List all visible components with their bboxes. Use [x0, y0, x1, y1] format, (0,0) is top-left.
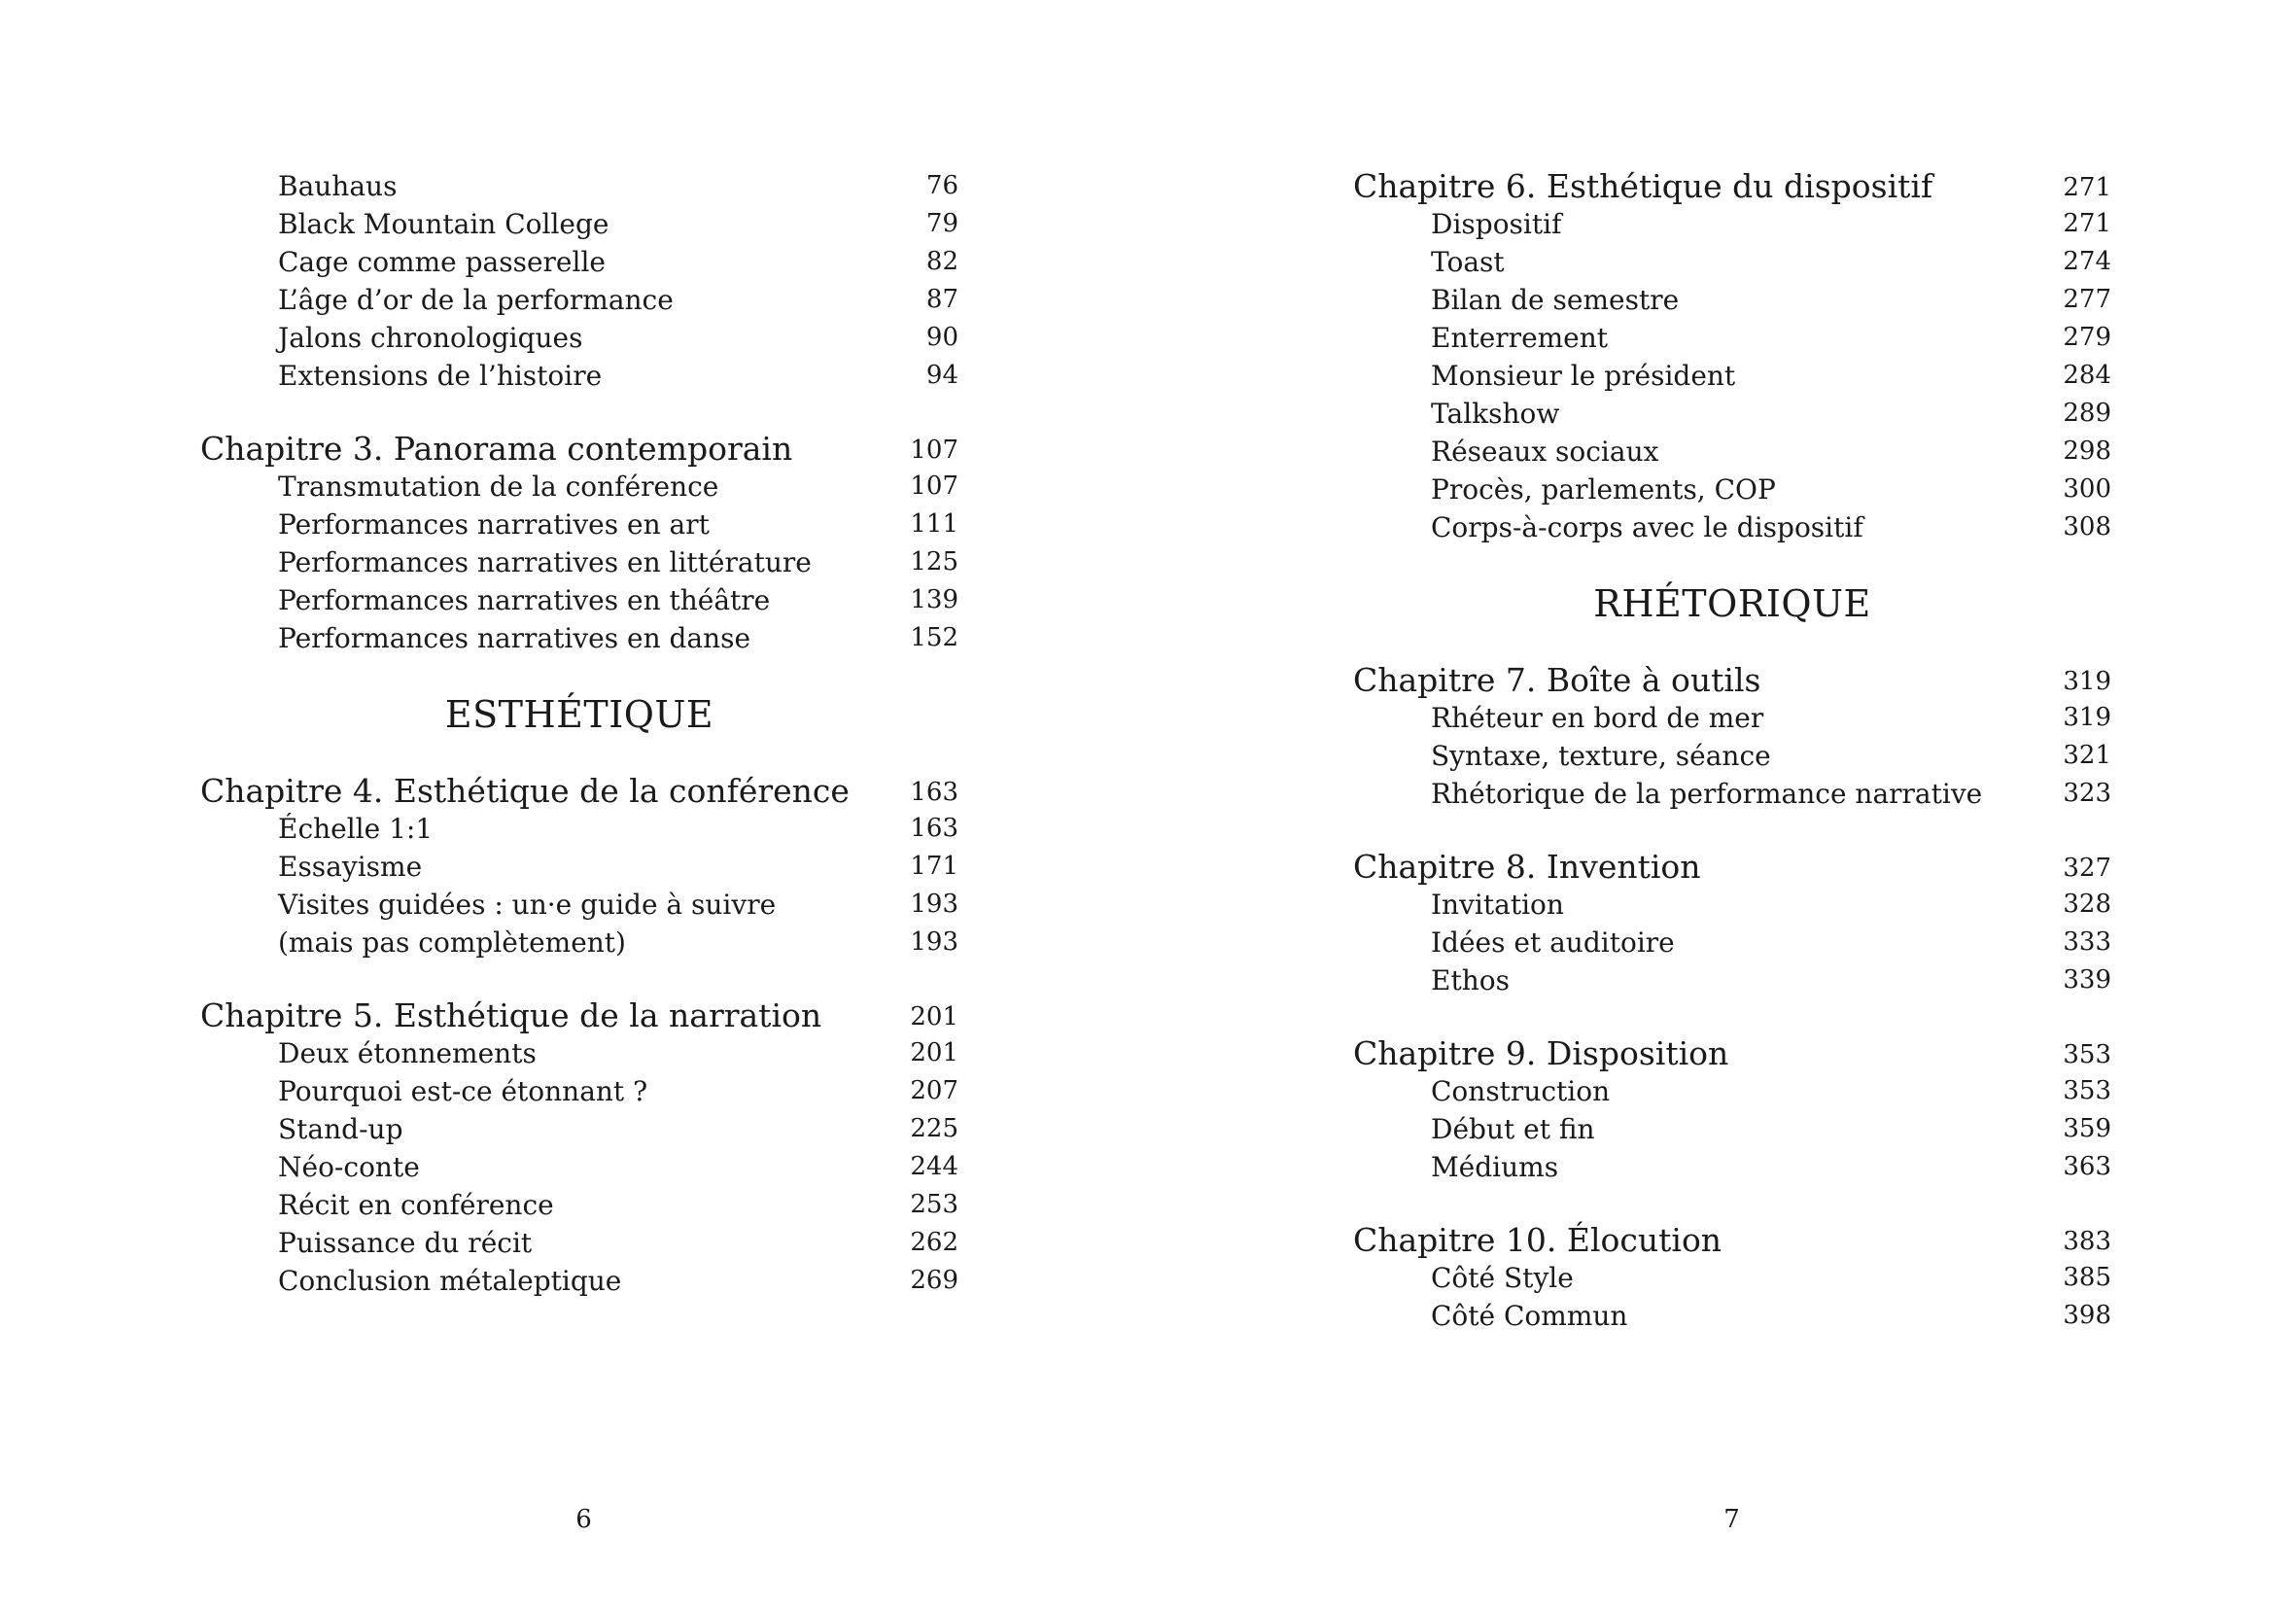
entry-title: Performances narratives en art: [278, 508, 710, 541]
entry-title: Extensions de l’histoire: [278, 360, 603, 392]
entry-page-number: 333: [2063, 927, 2111, 957]
entry-page-number: 274: [2063, 247, 2111, 276]
entry-title: Deux étonnements: [278, 1037, 537, 1069]
entry-title: Syntaxe, texture, séance: [1431, 740, 1771, 772]
entry-title: Essayisme: [278, 851, 423, 883]
toc-subentry: [1353, 1297, 2111, 1335]
entry-title: Récit en conférence: [278, 1189, 554, 1221]
toc-chapter-entry: [1353, 1221, 2111, 1259]
entry-page-number: 353: [2063, 1040, 2111, 1069]
entry-title: Réseaux sociaux: [1431, 436, 1659, 468]
entry-page-number: 262: [910, 1228, 958, 1257]
toc-chapter-entry: [1353, 848, 2111, 886]
spacer: [200, 961, 958, 996]
entry-page-number: 319: [2063, 667, 2111, 696]
entry-page-number: 321: [2063, 741, 2111, 770]
entry-page-number: 269: [910, 1266, 958, 1295]
entry-page-number: 271: [2063, 173, 2111, 202]
entry-title: L’âge d’or de la performance: [278, 284, 674, 316]
toc-list: [1353, 167, 2111, 1335]
toc-subentry: [200, 281, 958, 319]
entry-title: Jalons chronologiques: [278, 322, 583, 354]
entry-title: Invitation: [1431, 889, 1564, 921]
entry-page-number: 359: [2063, 1114, 2111, 1143]
entry-page-number: 298: [2063, 437, 2111, 466]
entry-page-number: 76: [925, 171, 958, 200]
toc-subentry: [200, 1224, 958, 1262]
toc-subentry: [200, 1262, 958, 1300]
entry-page-number: 363: [2063, 1152, 2111, 1181]
entry-title: Transmutation de la conférence: [278, 471, 719, 503]
entry-title: Pourquoi est-ce étonnant ?: [278, 1075, 648, 1107]
toc-subentry: [200, 848, 958, 886]
entry-title: Monsieur le président: [1431, 360, 1736, 392]
toc-subentry: [1353, 508, 2111, 546]
entry-title: Procès, parlements, COP: [1431, 473, 1776, 506]
entry-title: Néo-conte: [278, 1151, 420, 1183]
entry-title: Conclusion métaleptique: [278, 1265, 622, 1297]
page-number: 6: [575, 1505, 592, 1534]
entry-title: Performances narratives en littérature: [278, 546, 812, 578]
spacer: [200, 395, 958, 430]
entry-title: Puissance du récit: [278, 1227, 533, 1259]
entry-title: Cage comme passerelle: [278, 246, 606, 278]
entry-page-number: 207: [910, 1076, 958, 1105]
toc-subentry: [200, 1186, 958, 1224]
entry-page-number: 253: [910, 1190, 958, 1219]
toc-subentry: [1353, 471, 2111, 508]
toc-subentry: [1353, 699, 2111, 737]
entry-page-number: 385: [2063, 1263, 2111, 1292]
spacer: [1353, 813, 2111, 848]
entry-title: Talkshow: [1431, 398, 1560, 430]
entry-title: Chapitre 10. Élocution: [1353, 1221, 1722, 1259]
toc-subentry: [200, 810, 958, 848]
entry-title: Chapitre 8. Invention: [1353, 848, 1701, 886]
toc-subentry: [200, 167, 958, 205]
toc-subentry: [1353, 775, 2111, 813]
entry-title: Stand-up: [278, 1113, 403, 1145]
entry-title: Chapitre 9. Disposition: [1353, 1034, 1729, 1072]
entry-title: Bauhaus: [278, 170, 398, 202]
entry-page-number: 328: [2063, 890, 2111, 919]
entry-page-number: 284: [2063, 361, 2111, 390]
entry-title: Idées et auditoire: [1431, 926, 1675, 959]
toc-subentry: [1353, 1110, 2111, 1148]
entry-page-number: 193: [910, 890, 958, 919]
toc-subentry: [1353, 1259, 2111, 1297]
entry-title: Corps-à-corps avec le dispositif: [1431, 511, 1863, 543]
entry-title: Bilan de semestre: [1431, 284, 1680, 316]
entry-page-number: 163: [910, 814, 958, 843]
entry-title: Performances narratives en danse: [278, 622, 751, 654]
entry-page-number: 277: [2063, 285, 2111, 314]
entry-title: Dispositif: [1431, 208, 1562, 240]
entry-title: Black Mountain College: [278, 208, 609, 240]
toc-chapter-entry: [1353, 167, 2111, 205]
toc-subentry: [200, 924, 958, 961]
entry-title: (mais pas complètement): [278, 926, 626, 959]
toc-subentry: [1353, 1148, 2111, 1186]
entry-page-number: 319: [2063, 703, 2111, 732]
entry-title: Médiums: [1431, 1151, 1559, 1183]
entry-page-number: 107: [910, 472, 958, 501]
toc-subentry: [200, 543, 958, 581]
entry-title: Enterrement: [1431, 322, 1609, 354]
toc-subentry: [200, 1148, 958, 1186]
entry-page-number: 90: [925, 323, 958, 352]
toc-subentry: [200, 506, 958, 543]
toc-subentry: [200, 243, 958, 281]
entry-title: Chapitre 7. Boîte à outils: [1353, 661, 1761, 699]
entry-page-number: 201: [910, 1002, 958, 1031]
entry-page-number: 279: [2063, 323, 2111, 352]
entry-page-number: 111: [910, 509, 958, 539]
toc-subentry: [1353, 319, 2111, 357]
toc-subentry: [1353, 737, 2111, 775]
toc-subentry: [200, 619, 958, 657]
entry-page-number: 139: [910, 585, 958, 614]
spacer: [1353, 1186, 2111, 1221]
entry-page-number: 398: [2063, 1301, 2111, 1330]
entry-page-number: 323: [2063, 779, 2111, 808]
entry-page-number: 107: [910, 436, 958, 465]
entry-page-number: 94: [925, 361, 958, 390]
toc-subentry: [200, 319, 958, 357]
toc-subentry: [1353, 205, 2111, 243]
toc-subentry: [1353, 924, 2111, 961]
toc-subentry: [200, 357, 958, 395]
entry-title: Toast: [1431, 246, 1505, 278]
entry-title: Côté Commun: [1431, 1300, 1628, 1332]
entry-title: Ethos: [1431, 964, 1510, 996]
entry-title: Début et fin: [1431, 1113, 1595, 1145]
toc-subentry: [1353, 886, 2111, 924]
toc-chapter-entry: [200, 430, 958, 468]
toc-subentry: [200, 1110, 958, 1148]
entry-title: Chapitre 6. Esthétique du dispositif: [1353, 167, 1933, 205]
entry-page-number: 82: [925, 247, 958, 276]
entry-page-number: 327: [2063, 854, 2111, 883]
entry-page-number: 289: [2063, 399, 2111, 428]
entry-title: Chapitre 4. Esthétique de la conférence: [200, 772, 850, 810]
entry-page-number: 163: [910, 778, 958, 807]
entry-page-number: 225: [910, 1114, 958, 1143]
toc-subentry: [200, 886, 958, 924]
toc-chapter-entry: [1353, 661, 2111, 699]
entry-page-number: 300: [2063, 474, 2111, 504]
right-page: [1148, 0, 2296, 1607]
toc-subentry: [1353, 357, 2111, 395]
toc-subentry: [200, 1072, 958, 1110]
entry-page-number: 171: [910, 852, 958, 881]
entry-page-number: 271: [2063, 209, 2111, 238]
entry-title: Performances narratives en théâtre: [278, 584, 771, 616]
entry-page-number: 193: [910, 927, 958, 957]
toc-chapter-entry: [200, 772, 958, 810]
section-heading: ESTHÉTIQUE: [444, 693, 714, 736]
entry-title: Visites guidées : un·e guide à suivre: [278, 889, 777, 921]
entry-title: Construction: [1431, 1075, 1611, 1107]
entry-title: Rhéteur en bord de mer: [1431, 702, 1764, 734]
toc-subentry: [200, 581, 958, 619]
toc-subentry: [200, 205, 958, 243]
toc-subentry: [1353, 1072, 2111, 1110]
entry-page-number: 353: [2063, 1076, 2111, 1105]
toc-list: [200, 167, 958, 1300]
entry-title: Chapitre 3. Panorama contemporain: [200, 430, 793, 468]
toc-subentry: [200, 468, 958, 506]
entry-page-number: 339: [2063, 965, 2111, 995]
spacer: [1353, 999, 2111, 1034]
toc-subentry: [200, 1034, 958, 1072]
entry-title: Côté Style: [1431, 1262, 1574, 1294]
entry-title: Chapitre 5. Esthétique de la narration: [200, 996, 822, 1034]
entry-page-number: 383: [2063, 1227, 2111, 1256]
entry-title: Échelle 1:1: [278, 813, 434, 845]
toc-chapter-entry: [200, 996, 958, 1034]
entry-page-number: 201: [910, 1038, 958, 1067]
entry-page-number: 125: [910, 547, 958, 576]
entry-page-number: 87: [925, 285, 958, 314]
entry-page-number: 79: [925, 209, 958, 238]
toc-subentry: [1353, 395, 2111, 433]
entry-title: Rhétorique de la performance narrative: [1431, 778, 1983, 810]
entry-page-number: 152: [910, 623, 958, 652]
page-number: 7: [1723, 1505, 1740, 1534]
toc-subentry: [1353, 243, 2111, 281]
section-heading: RHÉTORIQUE: [1593, 582, 1871, 625]
toc-subentry: [1353, 433, 2111, 471]
entry-page-number: 244: [910, 1152, 958, 1181]
entry-page-number: 308: [2063, 512, 2111, 541]
toc-subentry: [1353, 281, 2111, 319]
toc-chapter-entry: [1353, 1034, 2111, 1072]
toc-subentry: [1353, 961, 2111, 999]
